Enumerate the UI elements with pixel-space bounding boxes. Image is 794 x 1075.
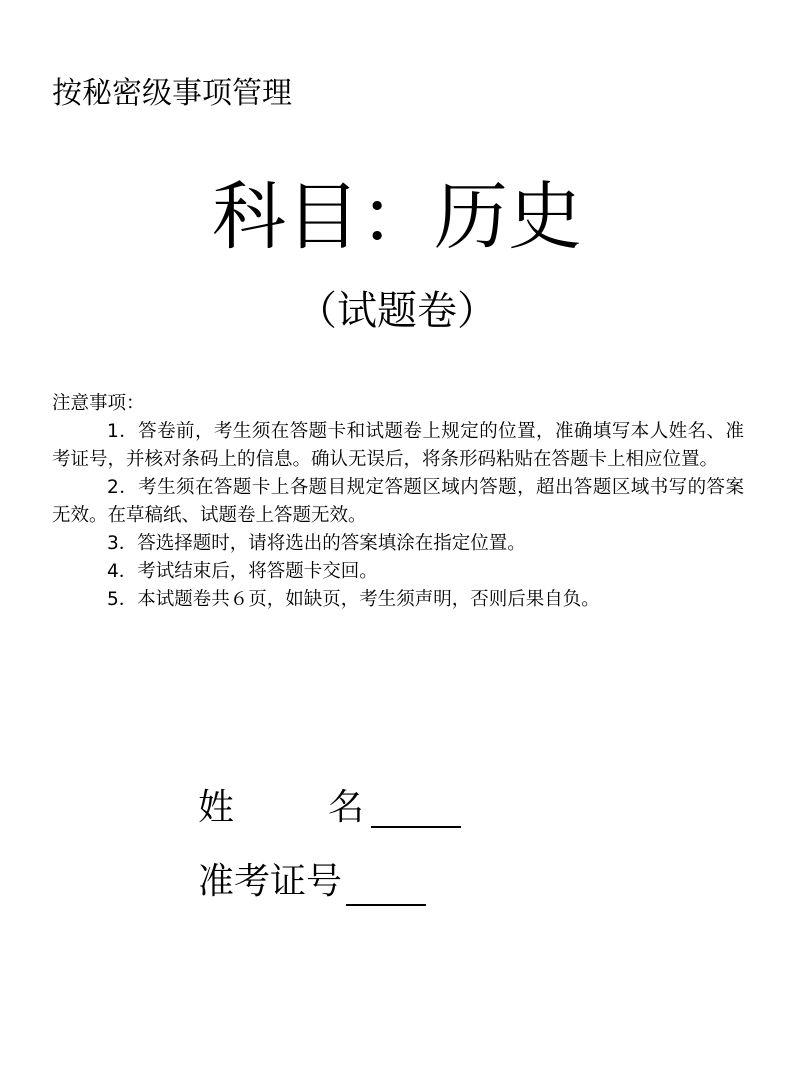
notice-item: 3．答选择题时，请将选出的答案填涂在指定位置。 bbox=[107, 533, 526, 554]
name-blank-line[interactable] bbox=[371, 826, 461, 828]
notice-section bbox=[52, 390, 744, 614]
exam-id-label: 准考证号 bbox=[198, 861, 343, 902]
paper-type-label: （试题卷） bbox=[297, 288, 497, 334]
name-label-second-char: 名 bbox=[328, 787, 365, 828]
exam-id-blank-line[interactable] bbox=[346, 904, 426, 906]
subject-title: 科目：历史 bbox=[212, 174, 582, 260]
notice-item: 1．答卷前，考生须在答题卡和试题卷上规定的位置，准确填写本人姓名、准考证号，并核对条码上的信息。确认无误后，将条形码粘贴在答题卡上相应位置。 bbox=[52, 421, 744, 470]
name-label-first-char: 姓 bbox=[198, 787, 235, 828]
secrecy-level-label: 按秘密级事项管理 bbox=[52, 76, 292, 111]
notice-title: 注意事项： bbox=[52, 393, 145, 414]
notice-item: 2．考生须在答题卡上各题目规定答题区域内答题，超出答题区域书写的答案无效。在草稿纸、试题卷上答题无效。 bbox=[52, 477, 744, 526]
notice-item: 5．本试题卷共６页，如缺页，考生须声明，否则后果自负。 bbox=[107, 589, 600, 610]
notice-item: 4．考试结束后，将答题卡交回。 bbox=[107, 561, 378, 582]
